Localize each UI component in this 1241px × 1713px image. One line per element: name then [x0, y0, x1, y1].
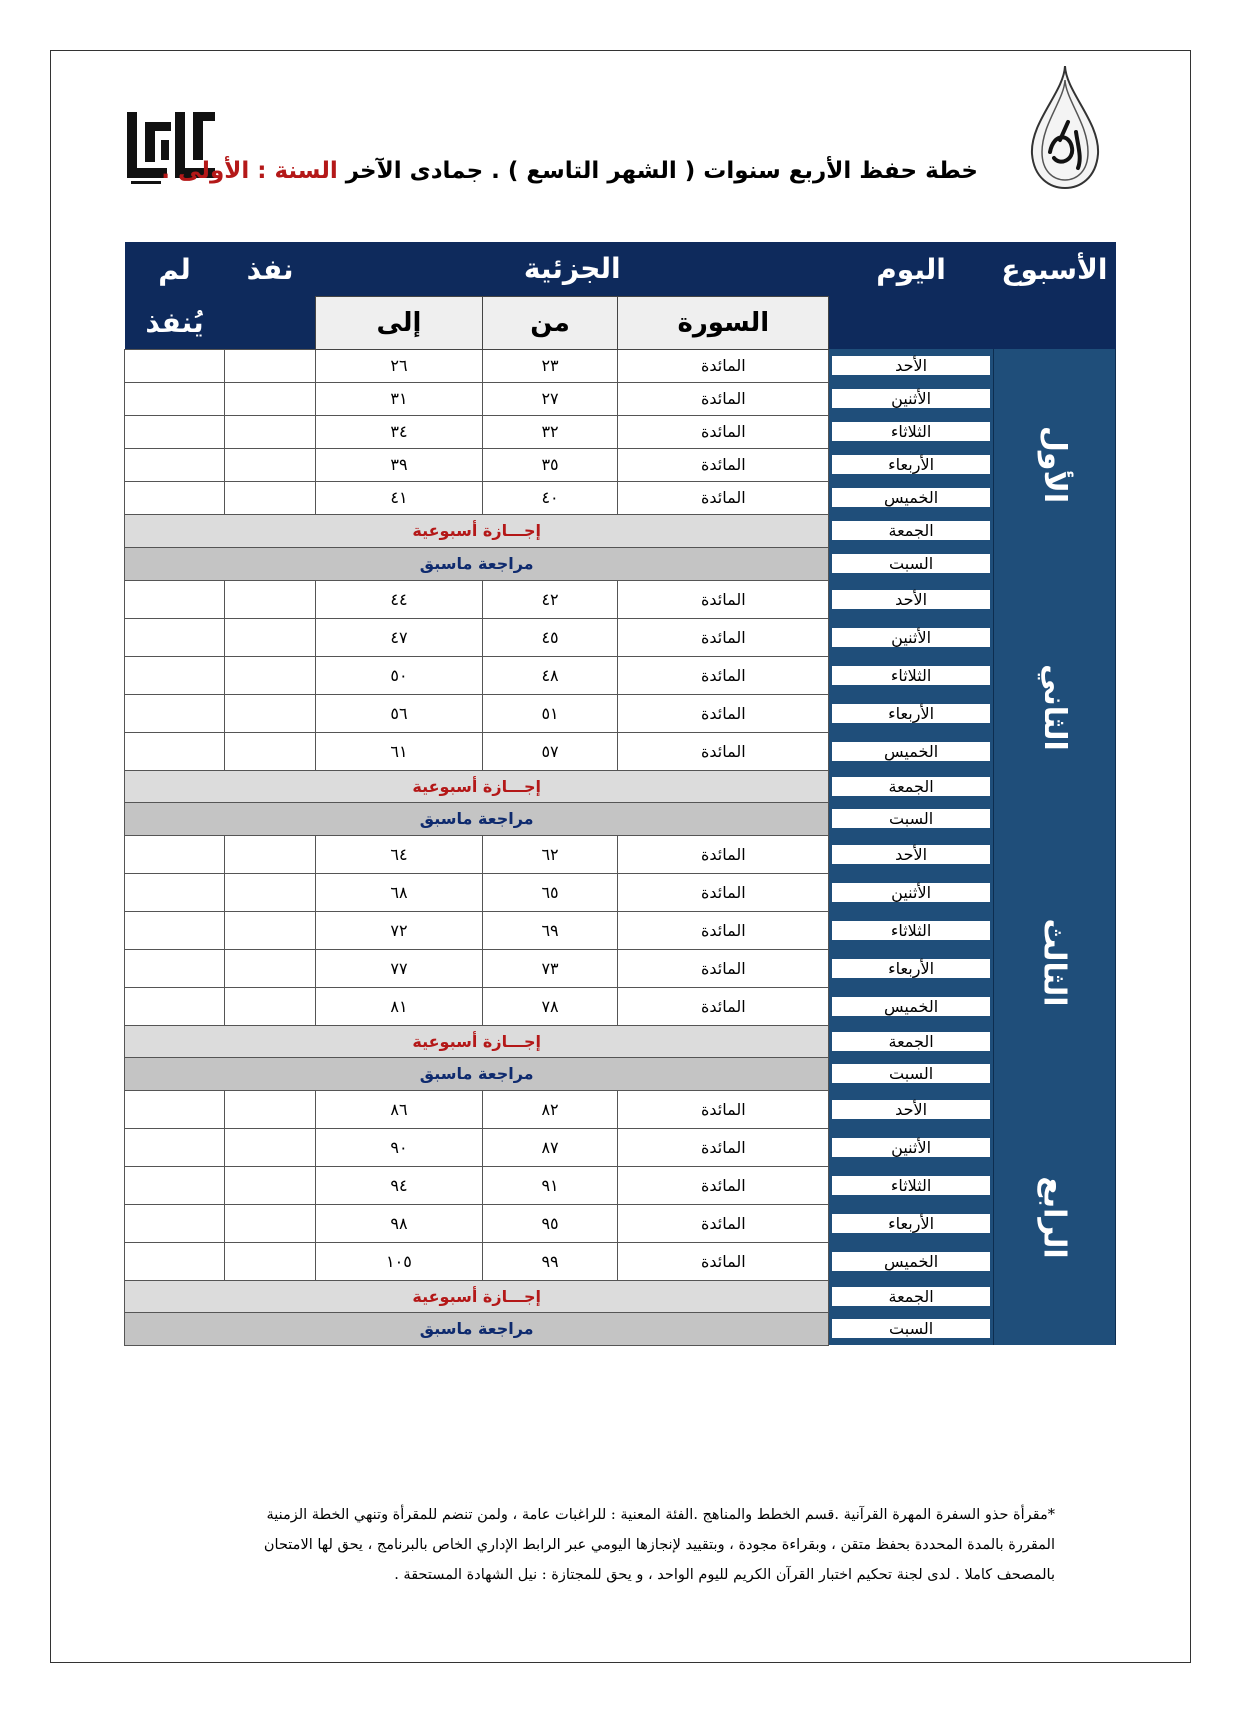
day-label: السبت [832, 809, 989, 828]
table-row [125, 656, 1116, 694]
day-cell [829, 873, 993, 911]
day-cell [829, 1057, 993, 1090]
surah-cell: المائدة [618, 987, 829, 1025]
day-label: الجمعة [832, 521, 989, 540]
table-row [125, 481, 1116, 514]
done-checkbox-cell[interactable] [225, 1090, 316, 1128]
day-label: الأحد [832, 1100, 989, 1119]
table-row [125, 448, 1116, 481]
done-checkbox-cell[interactable] [225, 349, 316, 382]
day-cell [829, 1128, 993, 1166]
table-row [125, 949, 1116, 987]
from-cell: ٣٢ [482, 415, 618, 448]
day-cell [829, 1166, 993, 1204]
done-checkbox-cell[interactable] [225, 1128, 316, 1166]
day-cell [829, 1242, 993, 1280]
done-checkbox-cell[interactable] [225, 732, 316, 770]
day-cell [829, 835, 993, 873]
day-label: الأثنين [832, 628, 989, 647]
header-week-blank [993, 296, 1115, 349]
table-row-friday [125, 514, 1116, 547]
not-done-checkbox-cell[interactable] [125, 448, 225, 481]
table-row [125, 618, 1116, 656]
from-cell: ٧٣ [482, 949, 618, 987]
surah-cell: المائدة [618, 349, 829, 382]
week-label-cell [993, 1090, 1115, 1345]
day-label: الثلاثاء [832, 921, 989, 940]
day-cell [829, 1090, 993, 1128]
weekly-leave-note: إجـــازة أسبوعية [125, 1025, 829, 1057]
from-cell: ٩١ [482, 1166, 618, 1204]
table-row [125, 580, 1116, 618]
table-row [125, 835, 1116, 873]
table-row [125, 1204, 1116, 1242]
not-done-checkbox-cell[interactable] [125, 873, 225, 911]
done-checkbox-cell[interactable] [225, 1204, 316, 1242]
day-cell [829, 1280, 993, 1312]
surah-cell: المائدة [618, 835, 829, 873]
done-checkbox-cell[interactable] [225, 1166, 316, 1204]
day-cell [829, 1025, 993, 1057]
day-label: الثلاثاء [832, 1176, 989, 1195]
day-cell [829, 415, 993, 448]
weekly-leave-note: إجـــازة أسبوعية [125, 1280, 829, 1312]
day-cell [829, 481, 993, 514]
surah-cell: المائدة [618, 448, 829, 481]
done-checkbox-cell[interactable] [225, 618, 316, 656]
surah-cell: المائدة [618, 732, 829, 770]
week-label: الرابع [1036, 1176, 1072, 1259]
done-checkbox-cell[interactable] [225, 835, 316, 873]
not-done-checkbox-cell[interactable] [125, 481, 225, 514]
table-row [125, 1090, 1116, 1128]
from-cell: ٥١ [482, 694, 618, 732]
day-label: الأحد [832, 845, 989, 864]
from-cell: ٩٥ [482, 1204, 618, 1242]
day-label: الثلاثاء [832, 422, 989, 441]
from-cell: ٦٥ [482, 873, 618, 911]
not-done-checkbox-cell[interactable] [125, 987, 225, 1025]
footnote-line: *مقرأة حذو السفرة المهرة القرآنية .قسم الخطط والمناهج .الفئة المعنية : للراغبات عامة ، ولمن تنضم للمقرأة وتنهي الخطة الزمنية [266, 1507, 1055, 1523]
plan-body [125, 349, 1116, 1345]
to-cell: ٥٦ [316, 694, 483, 732]
to-cell: ٤٧ [316, 618, 483, 656]
day-cell [829, 547, 993, 580]
table-row [125, 873, 1116, 911]
from-cell: ٤٥ [482, 618, 618, 656]
done-checkbox-cell[interactable] [225, 949, 316, 987]
day-label: الخميس [832, 742, 989, 761]
footnote-line: بالمصحف كاملا . لدى لجنة تحكيم اختبار القرآن الكريم لليوم الواحد ، و يحق للمجتازة : نيل الشهادة المستحقة . [394, 1567, 1055, 1583]
week-label-cell [993, 349, 1115, 580]
not-done-checkbox-cell[interactable] [125, 656, 225, 694]
table-row-friday [125, 770, 1116, 802]
from-cell: ٨٧ [482, 1128, 618, 1166]
day-label: الجمعة [832, 1032, 989, 1051]
weekly-leave-note: إجـــازة أسبوعية [125, 770, 829, 802]
header-to: إلى [316, 296, 483, 349]
not-done-checkbox-cell[interactable] [125, 349, 225, 382]
hadhw-logo [1020, 62, 1110, 192]
day-cell [829, 911, 993, 949]
weekly-leave-note: إجـــازة أسبوعية [125, 514, 829, 547]
not-done-checkbox-cell[interactable] [125, 415, 225, 448]
header-not-done-bottom: يُنفذ [125, 296, 225, 349]
done-checkbox-cell[interactable] [225, 656, 316, 694]
day-label: الخميس [832, 1252, 989, 1271]
to-cell: ٩٨ [316, 1204, 483, 1242]
done-checkbox-cell[interactable] [225, 911, 316, 949]
not-done-checkbox-cell[interactable] [125, 382, 225, 415]
table-row [125, 1242, 1116, 1280]
done-checkbox-cell[interactable] [225, 1242, 316, 1280]
not-done-checkbox-cell[interactable] [125, 1128, 225, 1166]
table-row [125, 694, 1116, 732]
to-cell: ٤١ [316, 481, 483, 514]
to-cell: ٩٤ [316, 1166, 483, 1204]
footnote [185, 1500, 1055, 1590]
header-portion: الجزئية [316, 242, 829, 296]
surah-cell: المائدة [618, 1128, 829, 1166]
plan-table [124, 242, 1116, 1346]
surah-cell: المائدة [618, 415, 829, 448]
surah-cell: المائدة [618, 382, 829, 415]
plan-title-year: السنة : الأولى . [161, 158, 346, 184]
day-cell [829, 1312, 993, 1345]
from-cell: ٤٢ [482, 580, 618, 618]
review-note: مراجعة ماسبق [125, 802, 829, 835]
from-cell: ٢٧ [482, 382, 618, 415]
day-label: الأربعاء [832, 1214, 989, 1233]
surah-cell: المائدة [618, 949, 829, 987]
not-done-checkbox-cell[interactable] [125, 618, 225, 656]
to-cell: ٣٩ [316, 448, 483, 481]
day-label: الأربعاء [832, 959, 989, 978]
surah-cell: المائدة [618, 618, 829, 656]
surah-cell: المائدة [618, 580, 829, 618]
done-checkbox-cell[interactable] [225, 382, 316, 415]
table-row-saturday [125, 802, 1116, 835]
day-cell [829, 580, 993, 618]
not-done-checkbox-cell[interactable] [125, 1166, 225, 1204]
to-cell: ٦١ [316, 732, 483, 770]
done-checkbox-cell[interactable] [225, 415, 316, 448]
day-label: الثلاثاء [832, 666, 989, 685]
header-day-blank [829, 296, 993, 349]
day-label: الجمعة [832, 777, 989, 796]
not-done-checkbox-cell[interactable] [125, 949, 225, 987]
day-label: السبت [832, 554, 989, 573]
day-label: الأحد [832, 356, 989, 375]
day-label: الأربعاء [832, 455, 989, 474]
week-label-cell [993, 580, 1115, 835]
from-cell: ٥٧ [482, 732, 618, 770]
surah-cell: المائدة [618, 1166, 829, 1204]
to-cell: ٣٤ [316, 415, 483, 448]
week-label: الثاني [1036, 664, 1072, 751]
from-cell: ٨٢ [482, 1090, 618, 1128]
plan-title [161, 158, 978, 192]
day-cell [829, 382, 993, 415]
day-cell [829, 349, 993, 382]
done-checkbox-cell[interactable] [225, 448, 316, 481]
to-cell: ٨٦ [316, 1090, 483, 1128]
day-label: الجمعة [832, 1287, 989, 1306]
not-done-checkbox-cell[interactable] [125, 1204, 225, 1242]
surah-cell: المائدة [618, 694, 829, 732]
to-cell: ٧٧ [316, 949, 483, 987]
day-cell [829, 514, 993, 547]
week-label-cell [993, 835, 1115, 1090]
table-row [125, 732, 1116, 770]
week-label: الثالث [1036, 918, 1072, 1007]
surah-cell: المائدة [618, 656, 829, 694]
not-done-checkbox-cell[interactable] [125, 732, 225, 770]
day-label: الأثنين [832, 389, 989, 408]
not-done-checkbox-cell[interactable] [125, 1242, 225, 1280]
not-done-checkbox-cell[interactable] [125, 580, 225, 618]
to-cell: ٩٠ [316, 1128, 483, 1166]
table-row-saturday [125, 547, 1116, 580]
to-cell: ٢٦ [316, 349, 483, 382]
day-label: الأثنين [832, 1138, 989, 1157]
surah-cell: المائدة [618, 1204, 829, 1242]
day-cell [829, 770, 993, 802]
from-cell: ٦٩ [482, 911, 618, 949]
to-cell: ٥٠ [316, 656, 483, 694]
footnote-line: المقررة بالمدة المحددة بحفظ متقن ، وبقراءة مجودة ، وبتقييد لإنجازها اليومي عبر الرابط الإداري الخاص بالبرنامج ، يحق لها الامتحان [263, 1537, 1055, 1553]
day-cell [829, 694, 993, 732]
plan-title-main: خطة حفظ الأربع سنوات ( الشهر التاسع ) . جمادى الآخر [345, 158, 978, 184]
review-note: مراجعة ماسبق [125, 1312, 829, 1345]
done-checkbox-cell[interactable] [225, 481, 316, 514]
day-cell [829, 618, 993, 656]
table-row-friday [125, 1025, 1116, 1057]
table-row [125, 1166, 1116, 1204]
from-cell: ٩٩ [482, 1242, 618, 1280]
day-cell [829, 802, 993, 835]
table-row [125, 382, 1116, 415]
to-cell: ١٠٥ [316, 1242, 483, 1280]
day-label: السبت [832, 1319, 989, 1338]
to-cell: ٨١ [316, 987, 483, 1025]
from-cell: ٤٨ [482, 656, 618, 694]
to-cell: ٧٢ [316, 911, 483, 949]
week-label: الأول [1036, 425, 1072, 504]
from-cell: ٦٢ [482, 835, 618, 873]
review-note: مراجعة ماسبق [125, 1057, 829, 1090]
from-cell: ٤٠ [482, 481, 618, 514]
from-cell: ٢٣ [482, 349, 618, 382]
from-cell: ٧٨ [482, 987, 618, 1025]
table-row-saturday [125, 1312, 1116, 1345]
table-row-friday [125, 1280, 1116, 1312]
day-cell [829, 732, 993, 770]
not-done-checkbox-cell[interactable] [125, 694, 225, 732]
from-cell: ٣٥ [482, 448, 618, 481]
table-row-saturday [125, 1057, 1116, 1090]
done-checkbox-cell[interactable] [225, 580, 316, 618]
done-checkbox-cell[interactable] [225, 987, 316, 1025]
table-row [125, 987, 1116, 1025]
done-checkbox-cell[interactable] [225, 694, 316, 732]
table-row [125, 415, 1116, 448]
day-label: الأحد [832, 590, 989, 609]
day-cell [829, 949, 993, 987]
day-label: الخميس [832, 997, 989, 1016]
header-not-done-top: لم [125, 242, 225, 296]
day-cell [829, 448, 993, 481]
header-week: الأسبوع [993, 242, 1115, 296]
table-row [125, 911, 1116, 949]
surah-cell: المائدة [618, 911, 829, 949]
to-cell: ٣١ [316, 382, 483, 415]
day-cell [829, 656, 993, 694]
table-row [125, 1128, 1116, 1166]
table-row [125, 349, 1116, 382]
day-label: الأربعاء [832, 704, 989, 723]
surah-cell: المائدة [618, 873, 829, 911]
to-cell: ٦٤ [316, 835, 483, 873]
day-label: السبت [832, 1064, 989, 1083]
to-cell: ٦٨ [316, 873, 483, 911]
not-done-checkbox-cell[interactable] [125, 835, 225, 873]
to-cell: ٤٤ [316, 580, 483, 618]
header-day: اليوم [829, 242, 993, 296]
not-done-checkbox-cell[interactable] [125, 911, 225, 949]
done-checkbox-cell[interactable] [225, 873, 316, 911]
not-done-checkbox-cell[interactable] [125, 1090, 225, 1128]
surah-cell: المائدة [618, 1242, 829, 1280]
header-done: نفذ [225, 242, 316, 296]
day-label: الأثنين [832, 883, 989, 902]
header-done-blank [225, 296, 316, 349]
day-cell [829, 987, 993, 1025]
surah-cell: المائدة [618, 1090, 829, 1128]
day-label: الخميس [832, 488, 989, 507]
header-surah: السورة [618, 296, 829, 349]
surah-cell: المائدة [618, 481, 829, 514]
day-cell [829, 1204, 993, 1242]
review-note: مراجعة ماسبق [125, 547, 829, 580]
header-from: من [482, 296, 618, 349]
